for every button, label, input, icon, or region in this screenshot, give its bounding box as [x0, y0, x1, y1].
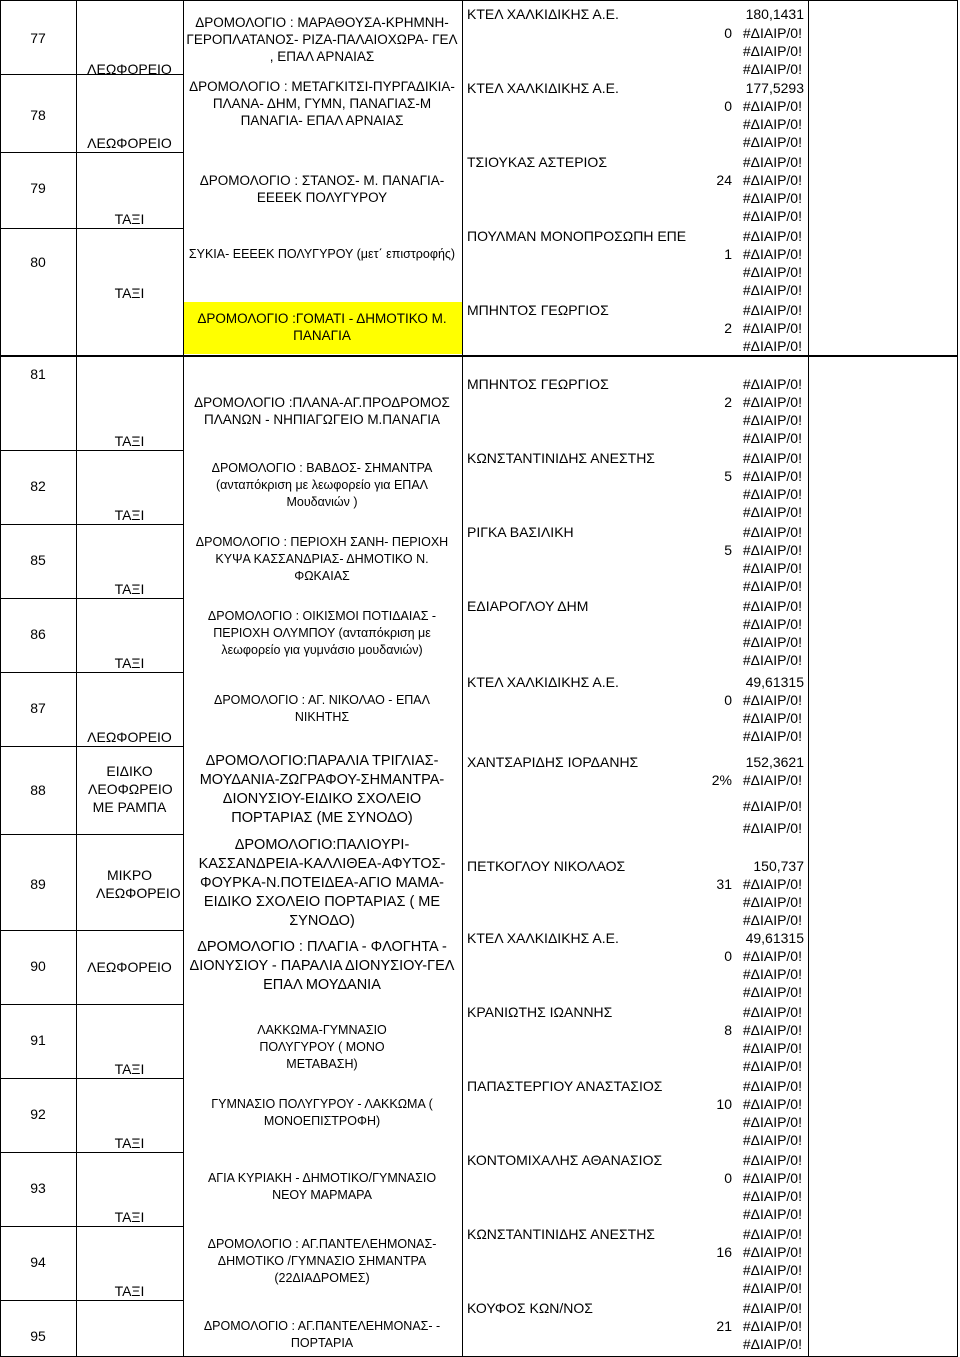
error-value: #ΔΙΑΙΡ/0! — [742, 560, 802, 576]
contractor-name: ΜΠΗΝΤΟΣ ΓΕΩΡΓΙΟΣ — [467, 302, 609, 318]
route-description: ΔΡΟΜΟΛΟΓΙΟ : ΜΕΤΑΓΚΙΤΣΙ-ΠΥΡΓΑΔΙΚΙΑ- ΠΛΑΝΑ- ΔΗΜ, ΓΥΜΝ, ΠΑΝΑΓΙΑΣ-Μ ΠΑΝΑΓΙΑ- ΕΠΑΛ ΑΡΝΑΙΑΣ — [189, 79, 455, 128]
error-value: #ΔΙΑΙΡ/0! — [742, 820, 802, 836]
error-value: #ΔΙΑΙΡ/0! — [742, 134, 802, 150]
error-value: #ΔΙΑΙΡ/0! — [742, 25, 802, 41]
route-description: ΔΡΟΜΟΛΟΓΙΟ : ΠΛΑΓΙΑ - ΦΛΟΓΗΤΑ - ΔΙΟΝΥΣΙΟΥ - ΠΑΡΑΛΙΑ ΔΙΟΝΥΣΙΟΥ-ΓΕΛ ΕΠΑΛ ΜΟΥΔΑΝΙΑ — [189, 939, 455, 993]
row-number: 93 — [30, 1180, 46, 1196]
row-number: 79 — [30, 180, 46, 196]
error-value: #ΔΙΑΙΡ/0! — [742, 98, 802, 114]
error-value: #ΔΙΑΙΡ/0! — [742, 1244, 802, 1260]
price-value: 49,61315 — [745, 930, 804, 946]
row-number: 77 — [30, 30, 46, 46]
row-number: 85 — [30, 552, 46, 568]
contractor-name: ΠΕΤΚΟΓΛΟΥ ΝΙΚΟΛΑΟΣ — [467, 858, 626, 874]
route-description: ΔΡΟΜΟΛΟΓΙΟ : ΑΓ. ΝΙΚΟΛΑΟ - ΕΠΑΛ ΝΙΚΗΤΗΣ — [214, 693, 430, 724]
quantity-value: 0 — [724, 692, 732, 708]
quantity-value: 31 — [716, 876, 732, 892]
row-divider — [0, 152, 183, 153]
error-value: #ΔΙΑΙΡ/0! — [742, 1170, 802, 1186]
error-value: #ΔΙΑΙΡ/0! — [742, 208, 802, 224]
quantity-value: 0 — [724, 1170, 732, 1186]
contractor-name: ΚΤΕΛ ΧΑΛΚΙΔΙΚΗΣ Α.Ε. — [467, 80, 619, 96]
error-value: #ΔΙΑΙΡ/0! — [742, 1132, 802, 1148]
quantity-value: 10 — [716, 1096, 732, 1112]
row-number: 86 — [30, 626, 46, 642]
vehicle-type: ΤΑΞΙ — [114, 211, 145, 227]
quantity-value: 0 — [724, 948, 732, 964]
error-value: #ΔΙΑΙΡ/0! — [742, 1114, 802, 1130]
price-value: 180,1431 — [745, 6, 804, 22]
row-number: 90 — [30, 958, 46, 974]
row-divider — [0, 450, 183, 451]
error-value: #ΔΙΑΙΡ/0! — [742, 1226, 802, 1242]
row-divider — [0, 746, 183, 747]
quantity-value: 2 — [724, 320, 732, 336]
route-description: ΔΡΟΜΟΛΟΓΙΟ : ΟΙΚΙΣΜΟΙ ΠΟΤΙΔΑΙΑΣ - ΠΕΡΙΟΧΗ ΟΛΥΜΠΟΥ (ανταπόκριση με λεωφορείο για γυμνάσιο μουδανιών) — [207, 609, 437, 657]
contractor-name: ΚΤΕΛ ΧΑΛΚΙΔΙΚΗΣ Α.Ε. — [467, 930, 619, 946]
route-description: ΛΑΚΚΩΜΑ-ΓΥΜΝΑΣΙΟ ΠΟΛΥΓΥΡΟΥ ( ΜΟΝΟ ΜΕΤΑΒΑΣΗ) — [257, 1023, 387, 1071]
row-number: 78 — [30, 107, 46, 123]
vehicle-type: ΤΑΞΙ — [114, 1061, 145, 1077]
error-value: #ΔΙΑΙΡ/0! — [742, 412, 802, 428]
quantity-value: 2% — [711, 772, 732, 788]
error-value: #ΔΙΑΙΡ/0! — [742, 1058, 802, 1074]
row-number: 91 — [30, 1032, 46, 1048]
row-number: 95 — [30, 1328, 46, 1344]
error-value: #ΔΙΑΙΡ/0! — [742, 912, 802, 928]
error-value: #ΔΙΑΙΡ/0! — [742, 542, 802, 558]
contractor-name: ΠΟΥΛΜΑΝ ΜΟΝΟΠΡΟΣΩΠΗ ΕΠΕ — [467, 228, 687, 244]
error-value: #ΔΙΑΙΡ/0! — [742, 1152, 802, 1168]
vehicle-type: ΤΑΞΙ — [114, 1209, 145, 1225]
route-description: ΔΡΟΜΟΛΟΓΙΟ : ΜΑΡΑΘΟΥΣΑ-ΚΡΗΜΝΗ- ΓΕΡΟΠΛΑΤΑΝΟΣ- ΡΙΖΑ-ΠΑΛΑΙΟΧΩΡΑ- ΓΕΛ , ΕΠΑΛ ΑΡΝΑΙΑΣ — [186, 15, 458, 64]
route-description: ΔΡΟΜΟΛΟΓΙΟ : ΒΑΒΔΟΣ- ΣΗΜΑΝΤΡΑ (ανταπόκριση με λεωφορείο για ΕΠΑΛ Μουδανιών ) — [211, 461, 433, 509]
row-number: 92 — [30, 1106, 46, 1122]
route-description: ΔΡΟΜΟΛΟΓΙΟ : ΑΓ.ΠΑΝΤΕΛΕΗΜΟΝΑΣ-ΔΗΜΟΤΙΚΟ /ΓΥΜΝΑΣΙΟ ΣΗΜΑΝΤΡΑ (22ΔΙΑΔΡΟΜΕΣ) — [207, 1237, 437, 1285]
quantity-value: 8 — [724, 1022, 732, 1038]
row-number: 81 — [30, 366, 46, 382]
vehicle-type: ΤΑΞΙ — [114, 507, 145, 523]
error-value: #ΔΙΑΙΡ/0! — [742, 61, 802, 77]
price-value: 177,5293 — [745, 80, 804, 96]
vehicle-type: ΤΑΞΙ — [114, 655, 145, 671]
error-value: #ΔΙΑΙΡ/0! — [742, 894, 802, 910]
row-divider — [0, 598, 183, 599]
error-value: #ΔΙΑΙΡ/0! — [742, 246, 802, 262]
contractor-name: ΚΟΥΦΟΣ ΚΩΝ/ΝΟΣ — [467, 1300, 593, 1316]
contractor-name: ΚΩΝΣΤΑΝΤΙΝΙΔΗΣ ΑΝΕΣΤΗΣ — [467, 1226, 655, 1242]
vehicle-type: ΛΕΩΦΟΡΕΙΟ — [87, 135, 172, 151]
error-value: #ΔΙΑΙΡ/0! — [742, 154, 802, 170]
error-value: #ΔΙΑΙΡ/0! — [742, 984, 802, 1000]
error-value: #ΔΙΑΙΡ/0! — [742, 652, 802, 668]
error-value: #ΔΙΑΙΡ/0! — [742, 1188, 802, 1204]
error-value: #ΔΙΑΙΡ/0! — [742, 116, 802, 132]
row-divider — [0, 1300, 183, 1301]
error-value: #ΔΙΑΙΡ/0! — [742, 468, 802, 484]
vehicle-type: ΛΕΩΦΟΡΕΙΟ — [87, 729, 172, 745]
error-value: #ΔΙΑΙΡ/0! — [742, 394, 802, 410]
error-value: #ΔΙΑΙΡ/0! — [742, 190, 802, 206]
vehicle-type: ΤΑΞΙ — [114, 1135, 145, 1151]
error-value: #ΔΙΑΙΡ/0! — [742, 1022, 802, 1038]
route-description: ΣΥΚΙΑ- ΕΕΕΕΚ ΠΟΛΥΓΥΡΟΥ (μετ΄ επιστροφής) — [188, 247, 456, 261]
row-divider — [0, 834, 183, 835]
error-value: #ΔΙΑΙΡ/0! — [742, 282, 802, 298]
quantity-value: 5 — [724, 542, 732, 558]
error-value: #ΔΙΑΙΡ/0! — [742, 1040, 802, 1056]
error-value: #ΔΙΑΙΡ/0! — [742, 1280, 802, 1296]
error-value: #ΔΙΑΙΡ/0! — [742, 320, 802, 336]
vehicle-type: ΤΑΞΙ — [114, 581, 145, 597]
row-number: 82 — [30, 478, 46, 494]
error-value: #ΔΙΑΙΡ/0! — [742, 966, 802, 982]
contractor-name: ΡΙΓΚΑ ΒΑΣΙΛΙΚΗ — [467, 524, 574, 540]
contractor-name: ΚΤΕΛ ΧΑΛΚΙΔΙΚΗΣ Α.Ε. — [467, 674, 619, 690]
contractor-name: ΚΩΝΣΤΑΝΤΙΝΙΔΗΣ ΑΝΕΣΤΗΣ — [467, 450, 655, 466]
route-description: ΔΡΟΜΟΛΟΓΙΟ:ΠΑΡΑΛΙΑ ΤΡΙΓΛΙΑΣ-ΜΟΥΔΑΝΙΑ-ΖΩΓΡΑΦΟΥ-ΣΗΜΑΝΤΡΑ-ΔΙΟΝΥΣΙΟΥ-ΕΙΔΙΚΟ ΣΧΟΛΕΙΟ ΠΟΡΤΑΡΙΑΣ (ΜΕ ΣΥΝΟΔΟ) — [199, 753, 445, 826]
price-value: 150,737 — [753, 858, 804, 874]
column-divider — [808, 0, 809, 1357]
error-value: #ΔΙΑΙΡ/0! — [742, 450, 802, 466]
error-value: #ΔΙΑΙΡ/0! — [742, 486, 802, 502]
row-number: 87 — [30, 700, 46, 716]
error-value: #ΔΙΑΙΡ/0! — [742, 338, 802, 354]
error-value: #ΔΙΑΙΡ/0! — [742, 504, 802, 520]
row-divider — [0, 1004, 183, 1005]
contractor-name: ΤΣΙΟΥΚΑΣ ΑΣΤΕΡΙΟΣ — [467, 154, 607, 170]
error-value: #ΔΙΑΙΡ/0! — [742, 1096, 802, 1112]
error-value: #ΔΙΑΙΡ/0! — [742, 578, 802, 594]
quantity-value: 1 — [724, 246, 732, 262]
error-value: #ΔΙΑΙΡ/0! — [742, 1078, 802, 1094]
row-divider — [0, 1078, 183, 1079]
error-value: #ΔΙΑΙΡ/0! — [742, 728, 802, 744]
quantity-value: 2 — [724, 394, 732, 410]
error-value: #ΔΙΑΙΡ/0! — [742, 1318, 802, 1334]
route-description: ΔΡΟΜΟΛΟΓΙΟ : ΠΕΡΙΟΧΗ ΣΑΝΗ- ΠΕΡΙΟΧΗ ΚΥΨΑ ΚΑΣΣΑΝΔΡΙΑΣ- ΔΗΜΟΤΙΚΟ Ν. ΦΩΚΑΙΑΣ — [195, 535, 449, 583]
error-value: #ΔΙΑΙΡ/0! — [742, 1262, 802, 1278]
route-description: ΔΡΟΜΟΛΟΓΙΟ:ΠΑΛΙΟΥΡΙ-ΚΑΣΣΑΝΔΡΕΙΑ-ΚΑΛΛΙΘΕΑ-ΑΦΥΤΟΣ-ΦΟΥΡΚΑ-Ν.ΠΟΤΕΙΔΕΑ-ΑΓΙΟ ΜΑΜΑ-ΕΙΔΙΚΟ ΣΧΟΛΕΙΟ ΠΟΡΤΑΡΙΑΣ ( ΜΕ ΣΥΝΟΔΟ) — [198, 837, 446, 929]
error-value: #ΔΙΑΙΡ/0! — [742, 302, 802, 318]
column-divider — [76, 0, 77, 1357]
price-value: 152,3621 — [745, 754, 804, 770]
quantity-value: 5 — [724, 468, 732, 484]
error-value: #ΔΙΑΙΡ/0! — [742, 43, 802, 59]
error-value: #ΔΙΑΙΡ/0! — [742, 1206, 802, 1222]
error-value: #ΔΙΑΙΡ/0! — [742, 634, 802, 650]
quantity-value: 16 — [716, 1244, 732, 1260]
route-description: ΓΥΜΝΑΣΙΟ ΠΟΛΥΓΥΡΟΥ - ΛΑΚΚΩΜΑ ( ΜΟΝΟΕΠΙΣΤΡΟΦΗ) — [211, 1097, 433, 1128]
price-value: 49,61315 — [745, 674, 804, 690]
row-number: 88 — [30, 782, 46, 798]
error-value: #ΔΙΑΙΡ/0! — [742, 876, 802, 892]
vehicle-type: ΛΕΩΦΟΡΕΙΟ — [87, 61, 172, 77]
error-value: #ΔΙΑΙΡ/0! — [742, 524, 802, 540]
contractor-name: ΚΤΕΛ ΧΑΛΚΙΔΙΚΗΣ Α.Ε. — [467, 6, 619, 22]
error-value: #ΔΙΑΙΡ/0! — [742, 172, 802, 188]
row-divider — [0, 1226, 183, 1227]
route-description: ΑΓΙΑ ΚΥΡΙΑΚΗ - ΔΗΜΟΤΙΚΟ/ΓΥΜΝΑΣΙΟ ΝΕΟΥ ΜΑΡΜΑΡΑ — [207, 1171, 437, 1202]
error-value: #ΔΙΑΙΡ/0! — [742, 376, 802, 392]
contractor-name: ΚΡΑΝΙΩΤΗΣ ΙΩΑΝΝΗΣ — [467, 1004, 613, 1020]
error-value: #ΔΙΑΙΡ/0! — [742, 430, 802, 446]
error-value: #ΔΙΑΙΡ/0! — [742, 616, 802, 632]
contractor-name: ΜΠΗΝΤΟΣ ΓΕΩΡΓΙΟΣ — [467, 376, 609, 392]
error-value: #ΔΙΑΙΡ/0! — [742, 1004, 802, 1020]
row-divider — [0, 1152, 183, 1153]
error-value: #ΔΙΑΙΡ/0! — [742, 228, 802, 244]
contractor-name: ΕΔΙΑΡΟΓΛΟΥ ΔΗΜ — [467, 598, 589, 614]
column-divider — [462, 0, 463, 1357]
error-value: #ΔΙΑΙΡ/0! — [742, 264, 802, 280]
contractor-name: ΠΑΠΑΣΤΕΡΓΙΟΥ ΑΝΑΣΤΑΣΙΟΣ — [467, 1078, 663, 1094]
error-value: #ΔΙΑΙΡ/0! — [742, 692, 802, 708]
quantity-value: 21 — [716, 1318, 732, 1334]
vehicle-type: ΤΑΞΙ — [114, 433, 145, 449]
route-description: ΔΡΟΜΟΛΟΓΙΟ : ΣΤΑΝΟΣ- Μ. ΠΑΝΑΓΙΑ-ΕΕΕΕΚ ΠΟΛΥΓΥΡΟΥ — [199, 173, 445, 205]
row-divider — [0, 930, 183, 931]
route-description: ΔΡΟΜΟΛΟΓΙΟ :ΓΟΜΑΤΙ - ΔΗΜΟΤΙΚΟ Μ. ΠΑΝΑΓΙΑ — [197, 311, 447, 343]
error-value: #ΔΙΑΙΡ/0! — [742, 1336, 802, 1352]
row-number: 94 — [30, 1254, 46, 1270]
error-value: #ΔΙΑΙΡ/0! — [742, 798, 802, 814]
row-divider — [0, 228, 183, 229]
error-value: #ΔΙΑΙΡ/0! — [742, 710, 802, 726]
error-value: #ΔΙΑΙΡ/0! — [742, 1300, 802, 1316]
vehicle-type: ΕΙΔΙΚΟ ΛΕΟΦΩΡΕΙΟ ΜΕ ΡΑΜΠΑ — [88, 763, 173, 815]
row-number: 89 — [30, 876, 46, 892]
row-divider — [0, 672, 183, 673]
route-description: ΔΡΟΜΟΛΟΓΙΟ : ΑΓ.ΠΑΝΤΕΛΕΗΜΟΝΑΣ- - ΠΟΡΤΑΡΙΑ — [203, 1319, 441, 1350]
contractor-name: ΧΑΝΤΣΑΡΙΔΗΣ ΙΟΡΔΑΝΗΣ — [467, 754, 639, 770]
vehicle-type: ΤΑΞΙ — [114, 1283, 145, 1299]
error-value: #ΔΙΑΙΡ/0! — [742, 772, 802, 788]
row-number: 80 — [30, 254, 46, 270]
quantity-value: 0 — [724, 98, 732, 114]
vehicle-type: ΛΕΩΦΟΡΕΙΟ — [87, 959, 172, 975]
error-value: #ΔΙΑΙΡ/0! — [742, 598, 802, 614]
vehicle-type: ΜΙΚΡΟ ΛΕΩΦΟΡΕΙΟ — [96, 867, 181, 901]
row-divider — [0, 524, 183, 525]
column-divider — [183, 0, 184, 1357]
error-value: #ΔΙΑΙΡ/0! — [742, 948, 802, 964]
contractor-name: ΚΟΝΤΟΜΙΧΑΛΗΣ ΑΘΑΝΑΣΙΟΣ — [467, 1152, 663, 1168]
quantity-value: 24 — [716, 172, 732, 188]
vehicle-type: ΤΑΞΙ — [114, 285, 145, 301]
quantity-value: 0 — [724, 25, 732, 41]
route-description: ΔΡΟΜΟΛΟΓΙΟ :ΠΛΑΝΑ-ΑΓ.ΠΡΟΔΡΟΜΟΣ ΠΛΑΝΩΝ - ΝΗΠΙΑΓΩΓΕΙΟ Μ.ΠΑΝΑΓΙΑ — [194, 395, 450, 427]
